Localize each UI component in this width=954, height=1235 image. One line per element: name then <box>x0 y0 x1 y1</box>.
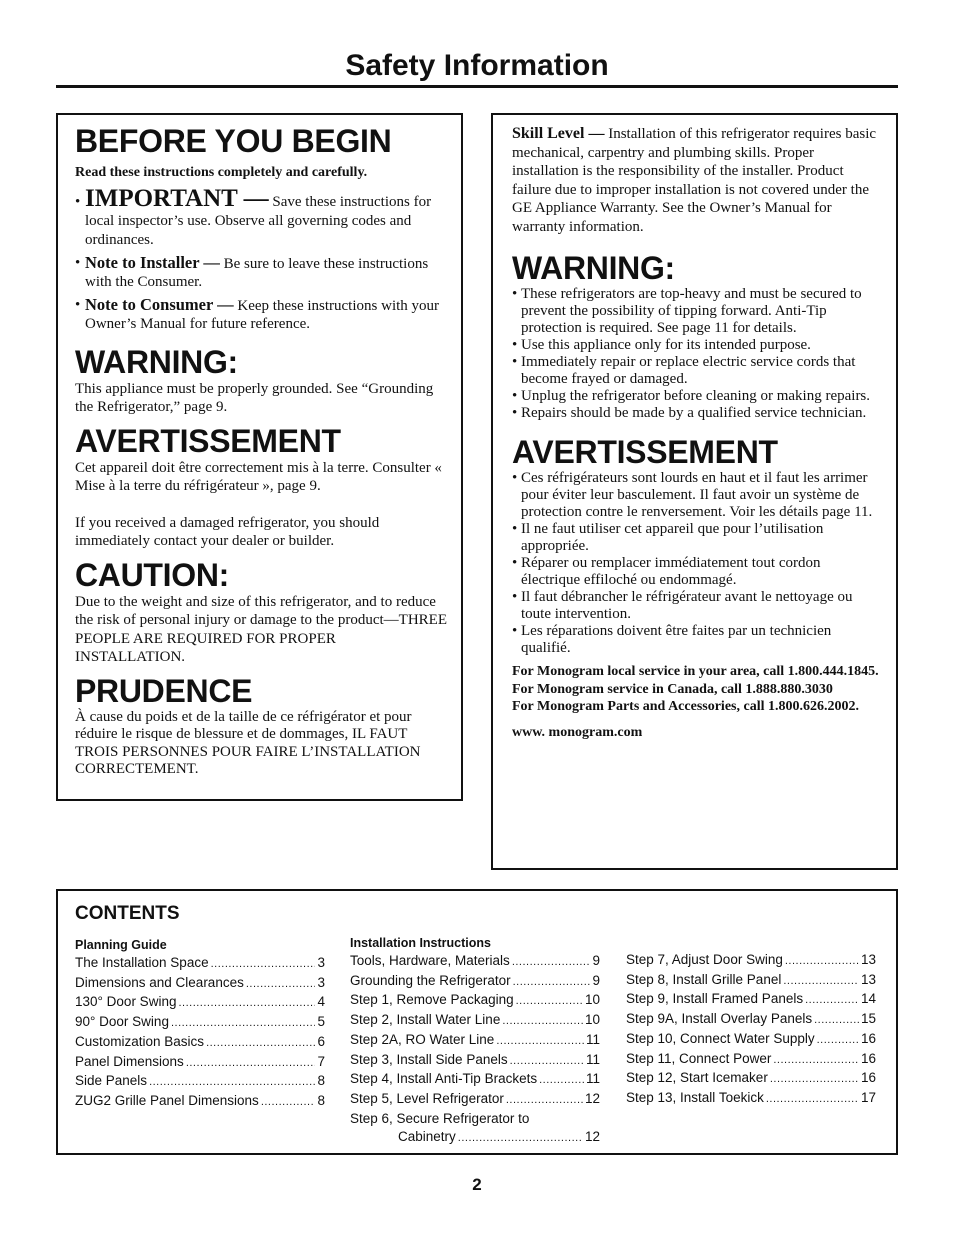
toc-leader <box>149 1073 315 1092</box>
bullet-glyph: • <box>512 388 518 404</box>
toc-entry-title: Step 13, Install Toekick <box>626 1089 764 1105</box>
skill-level-label: Skill Level — <box>512 125 605 142</box>
toc-leader <box>817 1031 859 1050</box>
toc-entry-page: 11 <box>585 1051 600 1067</box>
toc-leader <box>516 992 583 1011</box>
toc-leader <box>206 1034 315 1053</box>
toc-entry-title: Grounding the Refrigerator <box>350 972 511 988</box>
bullet-glyph: • <box>512 589 518 605</box>
toc-entry[interactable] <box>75 1092 325 1112</box>
bullet-glyph: • <box>512 521 518 537</box>
list-item-text: Repairs should be made by a qualified service technician. <box>521 405 867 421</box>
toc-entry-title: 130° Door Swing <box>75 994 177 1010</box>
bullet-glyph: • <box>512 470 518 486</box>
parts-contact: For Monogram Parts and Accessories, call 1.800.626.2002. <box>512 699 859 714</box>
toc-subheading: Planning Guide <box>75 938 167 952</box>
bullet-glyph: • <box>75 296 81 313</box>
toc-entry[interactable] <box>75 974 325 994</box>
note-to-installer-label: Note to Installer — <box>85 252 220 272</box>
toc-entry-title: Step 1, Remove Packaging <box>350 992 514 1008</box>
toc-leader <box>178 994 315 1013</box>
toc-entry-page: 16 <box>860 1030 876 1046</box>
toc-entry-page: 3 <box>317 955 325 970</box>
list-item-text: Unplug the refrigerator before cleaning or making repairs. <box>521 388 871 404</box>
toc-entry-title: Step 7, Adjust Door Swing <box>626 952 783 967</box>
toc-leader <box>539 1071 584 1090</box>
toc-leader <box>502 1012 583 1031</box>
toc-entry[interactable] <box>350 952 600 972</box>
bullet-glyph: • <box>512 286 518 302</box>
note-to-installer-text: Be sure to leave these instructions with the Consumer. <box>85 255 429 290</box>
before-you-begin-heading: BEFORE YOU BEGIN <box>75 123 392 159</box>
toc-entry-title: Cabinetry <box>398 1129 456 1145</box>
toc-entry-title: Step 12, Start Icemaker <box>626 1070 768 1086</box>
toc-entry[interactable] <box>626 1010 876 1030</box>
toc-entry-title: Step 10, Connect Water Supply <box>626 1030 815 1046</box>
toc-entry-page: 13 <box>860 971 876 987</box>
important-text: Save these instructions for local inspector’s use. Observe all governing codes and ordinances. <box>85 193 432 248</box>
toc-entry[interactable] <box>626 990 876 1010</box>
toc-entry-page: 16 <box>860 1070 876 1086</box>
list-item-text: Réparer ou remplacer immédiatement tout cordon électrique effiloché ou endommagé. <box>521 555 821 588</box>
caution-text: Due to the weight and size of this refrigerator, and to reduce the risk of personal injury or damage to the product—THREE PEOPLE ARE REQUIRED FOR PROPER INSTALLATION. <box>75 593 447 665</box>
toc-leader <box>211 955 316 974</box>
contents-panel <box>56 889 898 1155</box>
avertissement-heading: AVERTISSEMENT <box>75 422 341 459</box>
list-item-text: Immediately repair or replace electric service cords that become frayed or damaged. <box>521 354 856 387</box>
toc-entry-title: Step 9A, Install Overlay Panels <box>626 1011 813 1027</box>
bullet-glyph: • <box>512 623 518 639</box>
important-item <box>75 184 449 250</box>
toc-entry-page: 12 <box>584 1090 600 1106</box>
list-item <box>512 337 882 354</box>
toc-entry[interactable] <box>626 1069 876 1089</box>
prudence-text: À cause du poids et de la taille de ce réfrigérator et pour réduire le risque de blessure et de dommages, IL FAUT TROIS PERSONNES POUR FAIRE L’INSTALLATION CORRECTEMENT. <box>75 708 421 777</box>
website-link[interactable]: www. monogram.com <box>512 724 643 740</box>
toc-entry-page: 7 <box>317 1053 325 1069</box>
list-item <box>512 623 882 657</box>
toc-entry[interactable] <box>350 1051 600 1071</box>
toc-entry[interactable] <box>626 1050 876 1070</box>
toc-entry-title: ZUG2 Grille Panel Dimensions <box>75 1092 259 1108</box>
toc-entry-page: 10 <box>584 992 600 1008</box>
bullet-glyph: • <box>512 555 518 571</box>
toc-entry-page: 3 <box>317 974 325 990</box>
important-label: IMPORTANT — <box>85 184 269 212</box>
toc-leader <box>773 1051 859 1070</box>
toc-entry[interactable] <box>75 1053 325 1073</box>
list-item <box>512 470 882 521</box>
caution-heading: CAUTION: <box>75 556 230 593</box>
list-item <box>512 589 882 623</box>
toc-leader <box>506 1091 583 1110</box>
toc-entry-page: 6 <box>317 1033 325 1049</box>
toc-column-planning <box>75 936 325 1112</box>
toc-leader <box>512 953 591 972</box>
list-item-text: Il ne faut utiliser cet appareil que pour l’utilisation appropriée. <box>521 521 824 554</box>
toc-entry[interactable] <box>75 1033 325 1053</box>
toc-leader <box>186 1054 316 1073</box>
toc-entry[interactable] <box>75 993 325 1013</box>
skill-level-paragraph <box>512 125 882 236</box>
toc-leader <box>171 1014 316 1033</box>
toc-entry[interactable] <box>350 1090 600 1110</box>
toc-entry-title: Tools, Hardware, Materials <box>350 953 510 968</box>
toc-leader <box>785 952 859 971</box>
list-item <box>512 354 882 388</box>
bullet-glyph: • <box>75 193 81 210</box>
toc-entry-page: 11 <box>585 1071 600 1087</box>
list-item <box>512 555 882 589</box>
toc-entry-page: 9 <box>592 953 600 968</box>
contents-heading: CONTENTS <box>75 903 180 924</box>
toc-entry-page: 5 <box>317 1014 325 1030</box>
toc-entry-title: Step 3, Install Side Panels <box>350 1051 508 1067</box>
toc-entry[interactable] <box>626 1089 876 1109</box>
toc-leader <box>513 973 591 992</box>
list-item-text: Il faut débrancher le réfrigérateur avant le nettoyage ou toute intervention. <box>521 589 853 622</box>
toc-entry[interactable] <box>350 972 600 992</box>
toc-entry[interactable] <box>75 1072 325 1092</box>
damaged-notice: If you received a damaged refrigerator, you should immediately contact your dealer or builder. <box>75 514 380 549</box>
toc-leader <box>246 975 316 994</box>
toc-entry-page: 9 <box>592 972 600 988</box>
avertissement-list <box>512 470 882 657</box>
toc-leader <box>814 1011 859 1030</box>
avertissement-heading: AVERTISSEMENT <box>512 434 778 470</box>
warning-text: This appliance must be properly grounded. See “Grounding the Refrigerator,” page 9. <box>75 380 434 415</box>
note-to-consumer-text: Keep these instructions with your Owner’s Manual for future reference. <box>85 297 440 332</box>
prudence-heading: PRUDENCE <box>75 672 253 709</box>
toc-entry-page: 8 <box>317 1092 325 1108</box>
toc-entry-page: 8 <box>317 1073 325 1089</box>
warnings-panel <box>491 113 898 870</box>
warning-list <box>512 286 882 422</box>
toc-entry-page: 17 <box>860 1089 876 1105</box>
warning-heading: WARNING: <box>75 343 238 380</box>
toc-entry-page: 14 <box>860 991 876 1007</box>
list-item-text: Les réparations doivent être faites par un technicien qualifié. <box>521 623 832 656</box>
toc-entry-title: Dimensions and Clearances <box>75 974 244 990</box>
toc-entry-title: 90° Door Swing <box>75 1014 169 1030</box>
toc-entry[interactable] <box>350 1031 600 1051</box>
before-you-begin-panel <box>56 113 463 801</box>
toc-entry-page: 10 <box>584 1012 600 1028</box>
page-title: Safety Information <box>345 49 609 82</box>
toc-entry[interactable] <box>626 951 876 971</box>
list-item <box>512 388 882 405</box>
toc-entry-title: Step 2, Install Water Line <box>350 1012 501 1028</box>
toc-entry[interactable] <box>75 1013 325 1033</box>
toc-leader <box>770 1070 859 1089</box>
read-instructions-line: Read these instructions completely and carefully. <box>75 165 368 180</box>
list-item <box>512 405 882 422</box>
toc-entry-title: Step 5, Level Refrigerator <box>350 1090 504 1106</box>
list-item <box>512 521 882 555</box>
page-number: 2 <box>472 1175 482 1194</box>
avertissement-text: Cet appareil doit être correctement mis à la terre. Consulter « Mise à la terre du réfrigérateur », page 9. <box>75 459 442 494</box>
toc-entry[interactable] <box>350 1070 600 1090</box>
toc-entry-title: Customization Basics <box>75 1033 205 1049</box>
bullet-glyph: • <box>512 337 518 353</box>
toc-leader <box>496 1032 584 1051</box>
toc-column-steps <box>626 951 876 1109</box>
canada-service-contact: For Monogram service in Canada, call 1.888.880.3030 <box>512 681 833 697</box>
toc-entry-page: 16 <box>860 1050 876 1066</box>
title-rule <box>56 85 898 88</box>
toc-column-installation <box>350 934 600 1148</box>
toc-leader <box>783 972 859 991</box>
list-item-text: These refrigerators are top-heavy and must be secured to prevent the possibility of tipping forward. Anti-Tip protection is required. See page 11 for details. <box>521 286 862 336</box>
note-to-consumer-label: Note to Consumer — <box>85 294 234 314</box>
toc-entry-page: 13 <box>860 952 876 967</box>
toc-entry-title: The Installation Space <box>75 955 209 970</box>
toc-entry-title: Step 11, Connect Power <box>626 1050 772 1066</box>
toc-leader <box>805 991 859 1010</box>
toc-entry-title: Panel Dimensions <box>75 1053 184 1069</box>
toc-entry-page: 15 <box>860 1011 876 1027</box>
list-item-text: Ces réfrigérateurs sont lourds en haut et il faut les arrimer pour éviter leur basculement. Il faut avoir un système de protection contre le renversement. Voir les détails page 11. <box>521 470 873 520</box>
toc-entry-continuation[interactable] <box>350 1128 600 1148</box>
note-to-consumer-item <box>75 296 449 334</box>
toc-entry-page: 12 <box>584 1129 600 1145</box>
toc-entry[interactable] <box>350 1110 600 1129</box>
toc-leader <box>458 1129 583 1148</box>
note-to-installer-item <box>75 254 449 292</box>
toc-entry[interactable] <box>350 991 600 1011</box>
toc-entry-title: Step 6, Secure Refrigerator to <box>350 1110 530 1126</box>
toc-entry[interactable] <box>626 971 876 991</box>
toc-entry-page: 11 <box>585 1031 600 1047</box>
toc-entry-title: Step 8, Install Grille Panel <box>626 971 782 987</box>
toc-entry[interactable] <box>75 954 325 974</box>
toc-subheading: Installation Instructions <box>350 936 491 950</box>
toc-entry[interactable] <box>626 1030 876 1050</box>
toc-entry-title: Step 9, Install Framed Panels <box>626 991 804 1007</box>
warning-heading: WARNING: <box>512 250 675 286</box>
local-service-contact: For Monogram local service in your area, call 1.800.444.1845. <box>512 664 879 679</box>
list-item-text: Use this appliance only for its intended purpose. <box>521 337 811 353</box>
toc-leader <box>510 1052 584 1071</box>
bullet-glyph: • <box>512 405 518 421</box>
bullet-glyph: • <box>75 254 81 271</box>
toc-entry-title: Step 2A, RO Water Line <box>350 1031 495 1047</box>
toc-entry[interactable] <box>350 1011 600 1031</box>
toc-entry-title: Side Panels <box>75 1073 148 1089</box>
toc-entry-page: 4 <box>317 994 325 1010</box>
toc-entry-title: Step 4, Install Anti-Tip Brackets <box>350 1071 538 1087</box>
toc-leader <box>766 1090 859 1109</box>
list-item <box>512 286 882 337</box>
bullet-glyph: • <box>512 354 518 370</box>
toc-leader <box>261 1093 316 1112</box>
skill-level-text: Installation of this refrigerator requires basic mechanical, carpentry and plumbing skills. Proper installation is the responsibility of the installer. Product failure due to improper installation is not covered under the GE Appliance Warranty. See the Owner’s Manual for warranty information. <box>512 126 877 235</box>
